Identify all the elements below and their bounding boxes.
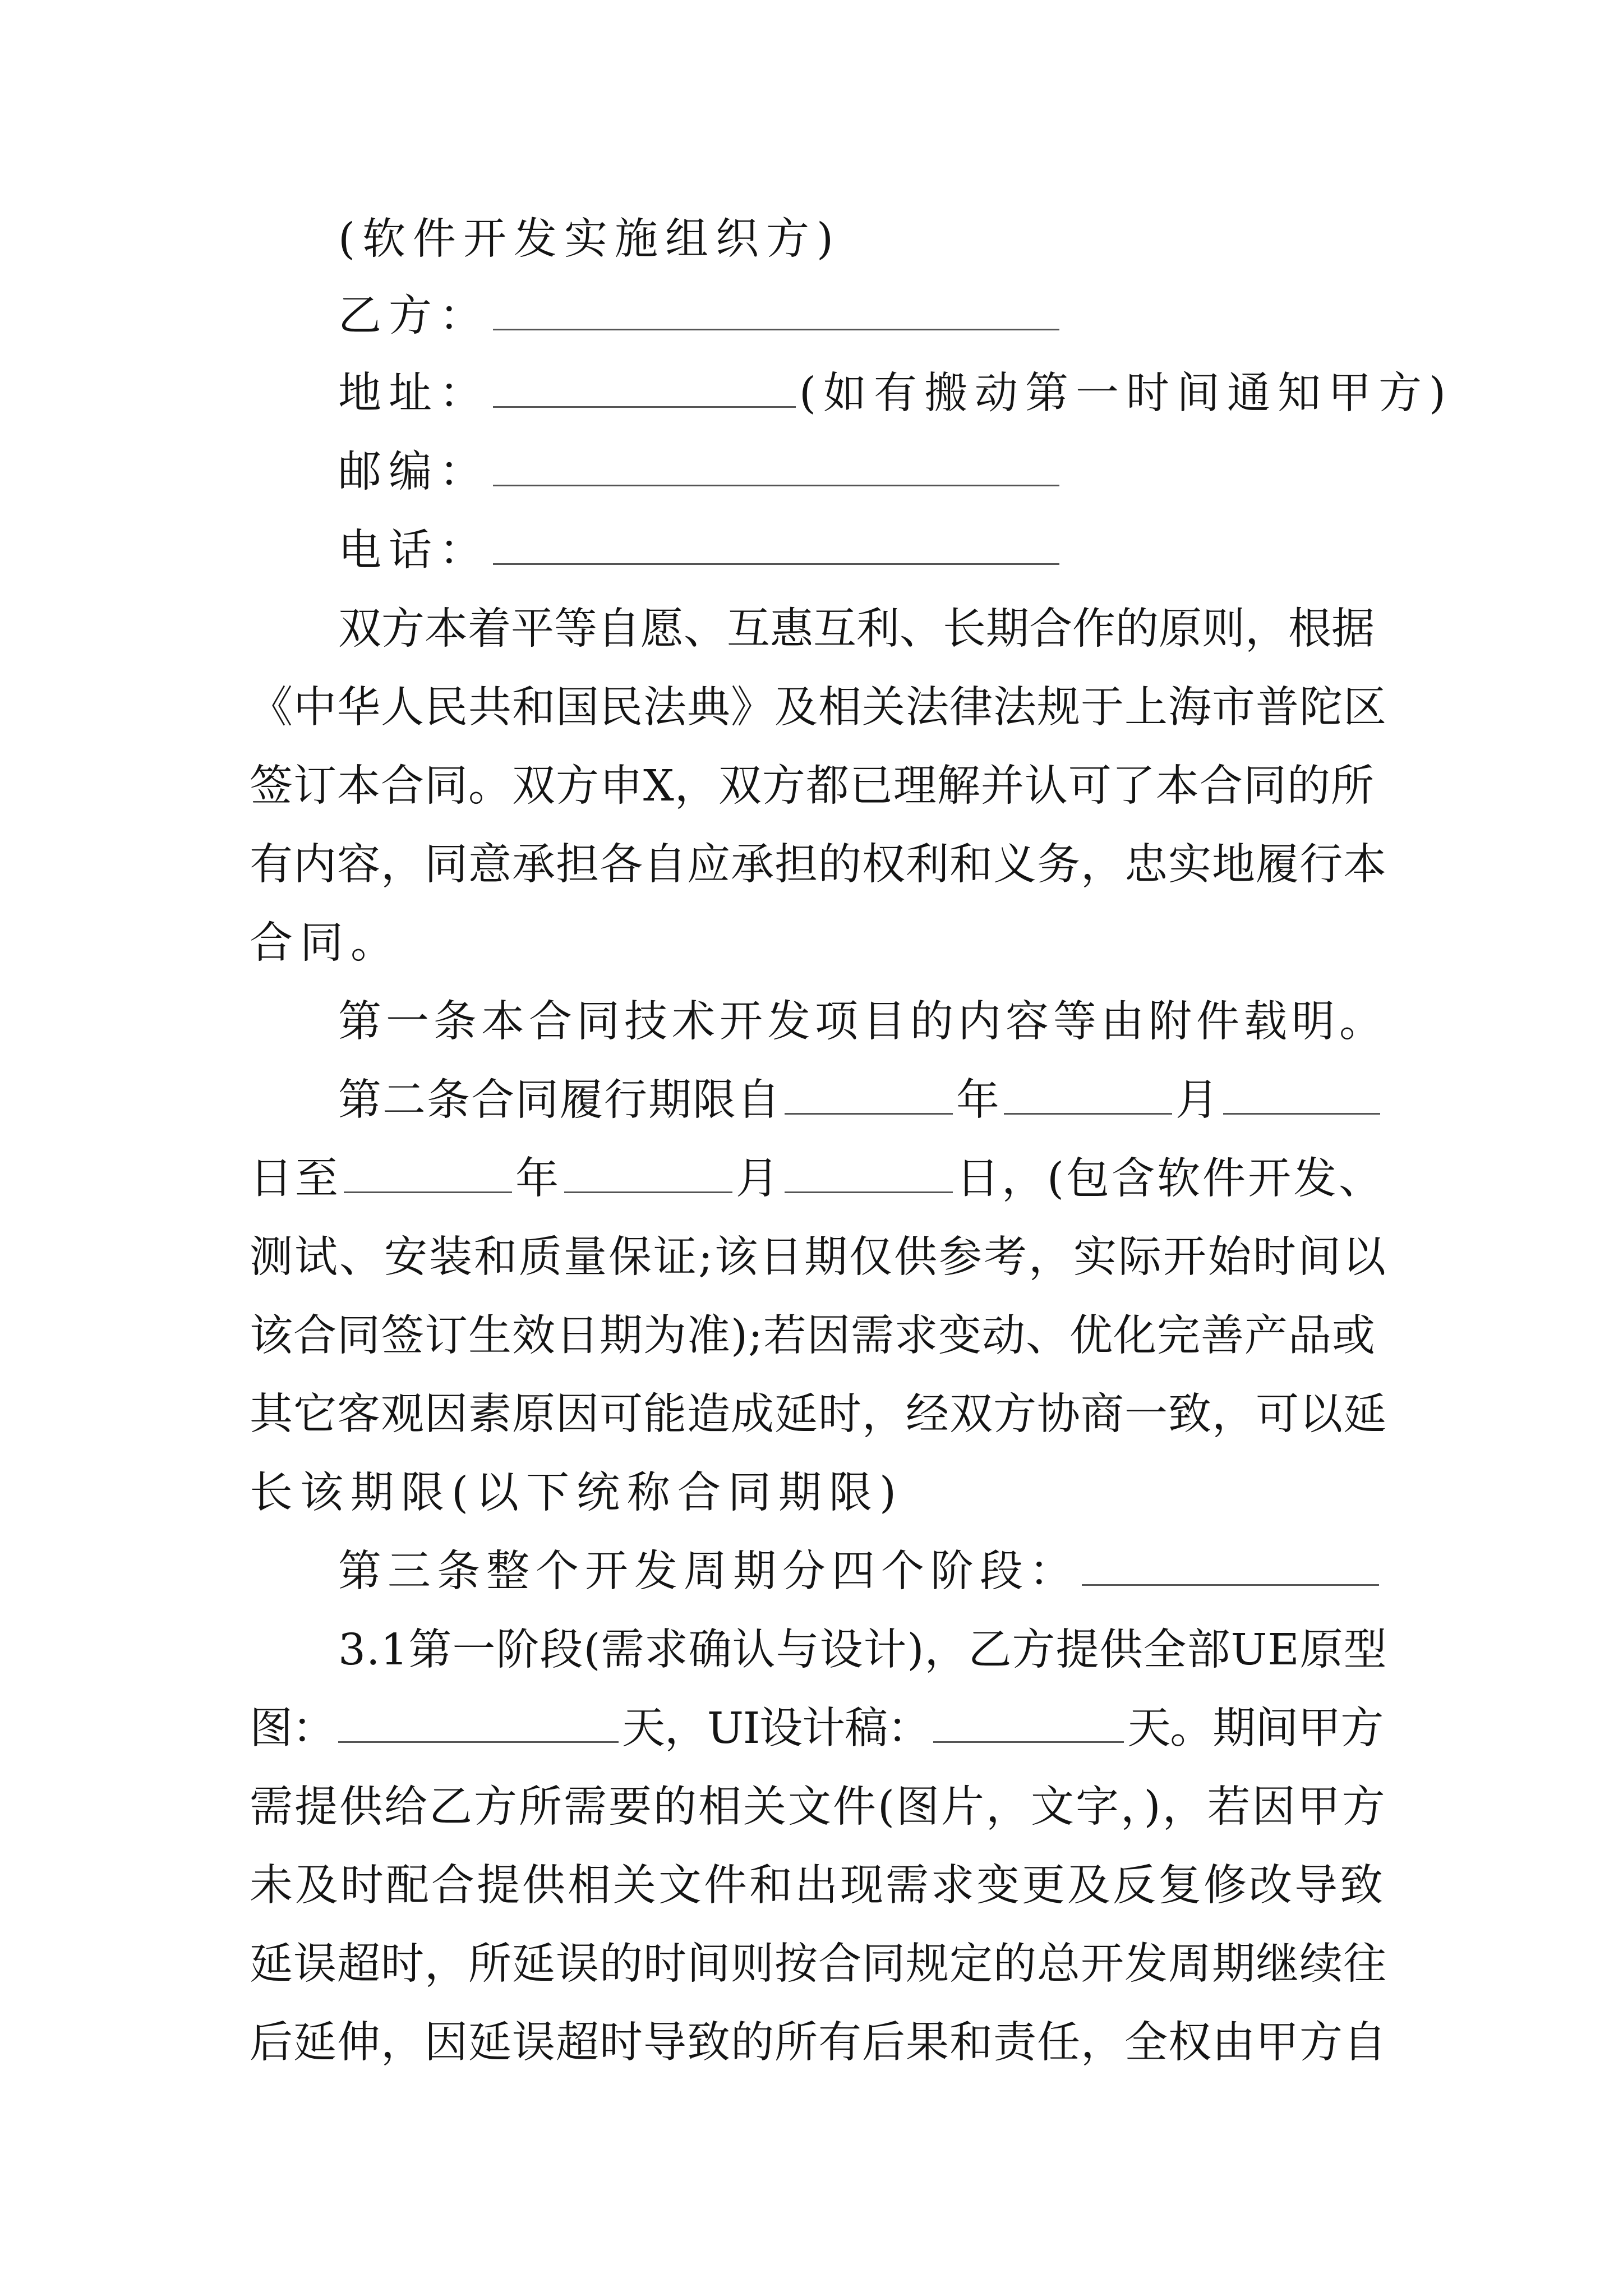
- phases-blank: [1082, 1550, 1379, 1586]
- article-2-text: 其它客观因素原因可能造成延时，经双方协商一致，可以延: [250, 1389, 1387, 1439]
- ui-days-label: 天，UI设计稿：: [622, 1704, 930, 1754]
- article-2-line-5: [250, 1375, 1388, 1454]
- end-year-blank: [344, 1158, 512, 1193]
- phone-row: [338, 512, 1477, 590]
- start-year-blank: [785, 1079, 953, 1115]
- month-label: 月: [736, 1154, 781, 1204]
- party-b-row: [338, 277, 1477, 356]
- intro-line-text: 签订本合同。双方申X，双方都已理解并认可了本合同的所: [250, 761, 1375, 811]
- address-note: (如有搬动第一时间通知甲方): [799, 369, 1454, 418]
- section-3-1-text: 需提供给乙方所需要的相关文件(图片，文字，)，若因甲方: [250, 1782, 1387, 1832]
- intro-line-text: 合同。: [250, 918, 401, 968]
- ui-days-blank: [933, 1708, 1124, 1743]
- year-label: 年: [956, 1075, 1000, 1125]
- end-month-blank: [564, 1158, 732, 1193]
- article-2-text: 测试、安装和质量保证;该日期仅供参考，实际开始时间以: [250, 1232, 1387, 1282]
- year-label: 年: [515, 1154, 561, 1204]
- section-3-1-line-4: [250, 1847, 1388, 1925]
- org-note: [338, 200, 1477, 279]
- article-3: [338, 1533, 1387, 1611]
- intro-line-text: 双方本着平等自愿、互惠互利、长期合作的原则，根据: [338, 604, 1375, 654]
- phone-label: 电话：: [338, 526, 490, 576]
- intro-line-1: [338, 590, 1387, 669]
- ue-days-blank: [338, 1708, 619, 1743]
- section-3-1-line-1: [338, 1611, 1387, 1690]
- postcode-label: 邮编：: [338, 447, 490, 497]
- article-2-start: 第二条合同履行期限自: [338, 1075, 781, 1125]
- intro-line-5: [250, 904, 1388, 983]
- phone-blank: [493, 530, 1059, 565]
- section-3-1-text: 3.1第一阶段(需求确认与设计)，乙方提供全部UE原型: [338, 1625, 1387, 1675]
- section-3-1-line-5: [250, 1925, 1388, 2004]
- article-2-line-3: [250, 1218, 1388, 1297]
- party-b-label: 乙方：: [338, 291, 490, 341]
- day-tail: 日，(包含软件开发、: [956, 1154, 1385, 1204]
- article-2-line-2: [250, 1140, 1388, 1218]
- intro-line-text: 有内容，同意承担各自应承担的权利和义务，忠实地履行本: [250, 840, 1387, 890]
- intro-line-3: [250, 747, 1388, 826]
- fig-label: 图：: [250, 1704, 335, 1754]
- section-3-1-line-6: [250, 2004, 1388, 2082]
- start-day-blank: [1223, 1079, 1380, 1115]
- party-b-blank: [493, 295, 1059, 330]
- article-2-line-6: [250, 1454, 1388, 1533]
- intro-line-2: [250, 669, 1388, 747]
- day-to-label: 日至: [250, 1154, 340, 1204]
- article-2-line-1: [338, 1061, 1387, 1140]
- start-month-blank: [1004, 1079, 1172, 1115]
- address-row: [338, 355, 1477, 433]
- section-3-1-text: 延误超时，所延误的时间则按合同规定的总开发周期继续往: [250, 1939, 1387, 1989]
- article-2-text: 长该期限(以下统称合同期限): [250, 1468, 904, 1518]
- article-2-line-4: [250, 1297, 1388, 1375]
- section-3-1-text: 未及时配合提供相关文件和出现需求变更及反复修改导致: [250, 1861, 1385, 1911]
- org-note-text: (软件开发实施组织方): [338, 214, 841, 264]
- section-3-1-line-2: [250, 1690, 1388, 1768]
- article-3-text: 第三条整个开发周期分四个阶段：: [338, 1547, 1078, 1596]
- month-label: 月: [1175, 1075, 1220, 1125]
- intro-line-text: 《中华人民共和国民法典》及相关法律法规于上海市普陀区: [250, 683, 1387, 733]
- article-1: [338, 983, 1387, 1061]
- article-1-text: 第一条本合同技术开发项目的内容等由附件载明。: [338, 997, 1387, 1047]
- section-3-1-text: 后延伸，因延误超时导致的所有后果和责任，全权由甲方自: [250, 2018, 1387, 2068]
- section-3-1-line-3: [250, 1768, 1388, 1847]
- postcode-blank: [493, 451, 1059, 486]
- days-tail: 天。期间甲方: [1127, 1704, 1384, 1754]
- address-label: 地址：: [338, 369, 490, 418]
- address-blank: [493, 372, 796, 408]
- article-2-text: 该合同签订生效日期为准);若因需求变动、优化完善产品或: [250, 1311, 1376, 1361]
- end-day-blank: [785, 1158, 953, 1193]
- intro-line-4: [250, 826, 1388, 904]
- postcode-row: [338, 433, 1477, 512]
